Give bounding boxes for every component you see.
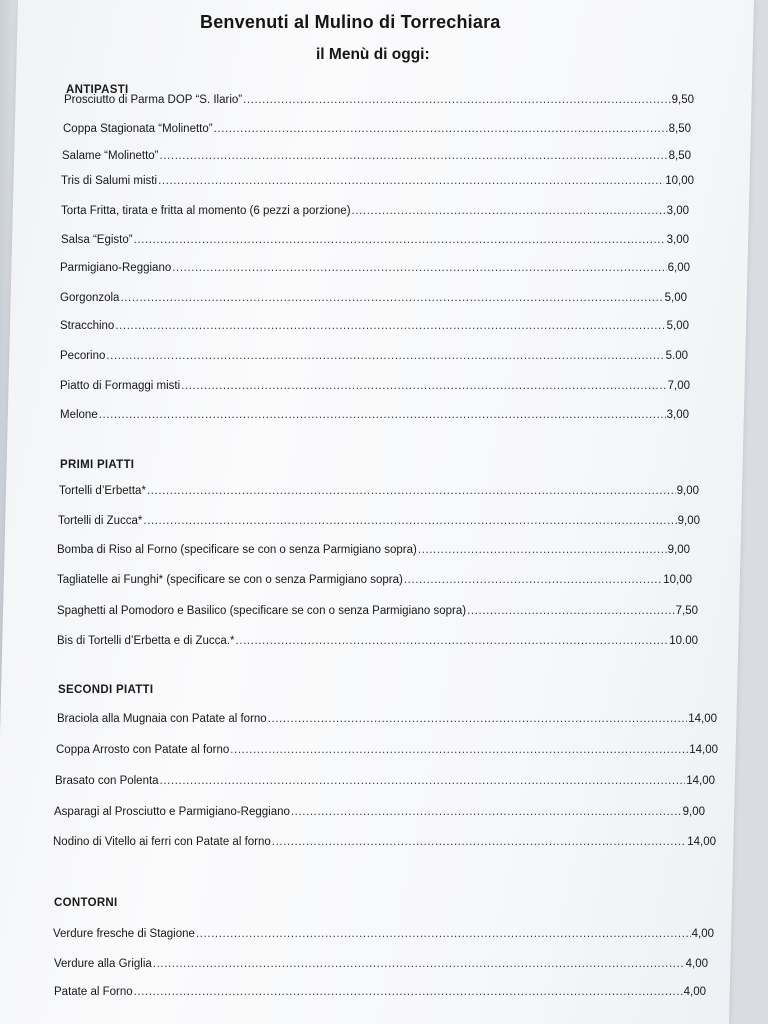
menu-item [57, 605, 698, 621]
item-name: Stracchino [60, 320, 115, 332]
menu-item [53, 836, 716, 852]
item-name: Verdure alla Griglia [54, 958, 152, 970]
menu-item [57, 713, 717, 729]
menu-item [60, 380, 690, 396]
item-price: 9,00 [677, 515, 700, 527]
item-name: Piatto di Formaggi misti [60, 380, 181, 392]
item-name: Prosciutto di Parma DOP “S. Ilario” [64, 94, 243, 106]
leader-dots [272, 836, 686, 848]
leader-dots [134, 986, 683, 998]
item-name: Tortelli di Zucca* [58, 515, 143, 527]
leader-dots [352, 205, 666, 217]
section-heading-secondi-piatti: SECONDI PIATTI [58, 684, 154, 696]
menu-item [61, 175, 694, 191]
item-name: Salsa “Egisto” [61, 234, 133, 246]
item-price: 9,00 [682, 806, 705, 818]
item-price: 9,50 [671, 94, 694, 106]
leader-dots [404, 574, 662, 586]
item-name: Tagliatelle ai Funghi* (specificare se con o senza Parmigiano sopra) [57, 574, 403, 586]
item-price: 4,00 [691, 928, 714, 940]
menu-item [60, 262, 690, 278]
item-name: Salame “Molinetto” [62, 150, 159, 162]
leader-dots [196, 928, 691, 940]
menu-item [55, 775, 715, 791]
menu-item [54, 986, 706, 1002]
leader-dots [243, 94, 671, 106]
item-name: Gorgonzola [60, 292, 120, 304]
leader-dots [158, 175, 664, 187]
menu-item [54, 806, 705, 822]
item-price: 7,50 [675, 605, 698, 617]
item-price: 6,00 [667, 262, 690, 274]
item-price: 9,00 [676, 485, 699, 497]
section-heading-contorni: CONTORNI [54, 897, 118, 909]
item-price: 4,00 [685, 958, 708, 970]
menu-subtitle: il Menù di oggi: [316, 46, 430, 63]
item-name: Coppa Arrosto con Patate al forno [56, 744, 230, 756]
leader-dots [230, 744, 688, 756]
item-price: 3,00 [666, 234, 689, 246]
menu-item [62, 150, 691, 166]
item-price: 14,00 [687, 836, 716, 848]
item-price: 10.00 [669, 635, 698, 647]
menu-item [60, 320, 689, 336]
item-name: Nodino di Vitello ai ferri con Patate al forno [53, 836, 271, 848]
item-name: Melone [60, 409, 98, 421]
leader-dots [160, 150, 668, 162]
item-name: Coppa Stagionata “Molinetto” [63, 123, 213, 135]
menu-item [53, 928, 714, 944]
menu-item [61, 205, 689, 221]
menu-item [61, 234, 689, 250]
menu-item [57, 635, 698, 651]
leader-dots [291, 806, 682, 818]
leader-dots [214, 123, 668, 135]
item-price: 14,00 [686, 775, 715, 787]
item-name: Bomba di Riso al Forno (specificare se con o senza Parmigiano sopra) [57, 544, 417, 556]
item-price: 9,00 [667, 544, 690, 556]
menu-item [60, 292, 687, 308]
section-heading-antipasti: ANTIPASTI [66, 84, 129, 96]
item-name: Parmigiano-Reggiano [60, 262, 172, 274]
section-heading-primi-piatti: PRIMI PIATTI [60, 459, 135, 471]
menu-item [60, 409, 689, 425]
menu-item [59, 485, 699, 501]
menu-item [56, 744, 718, 760]
item-price: 5.00 [665, 350, 688, 362]
item-price: 10,00 [665, 175, 694, 187]
leader-dots [467, 605, 675, 617]
leader-dots [115, 320, 665, 332]
leader-dots [120, 292, 663, 304]
item-name: Pecorino [60, 350, 106, 362]
menu-item [60, 350, 688, 366]
item-name: Torta Fritta, tirata e fritta al momento (6 pezzi a porzione) [61, 205, 351, 217]
item-price: 5,00 [664, 292, 687, 304]
item-price: 7,00 [667, 380, 690, 392]
item-name: Bis di Tortelli d’Erbetta e di Zucca.* [57, 635, 235, 647]
item-price: 8,50 [668, 150, 691, 162]
item-name: Tris di Salumi misti [61, 175, 158, 187]
item-price: 5,00 [666, 320, 689, 332]
item-name: Brasato con Polenta [55, 775, 159, 787]
item-name: Braciola alla Mugnaia con Patate al forno [57, 713, 267, 725]
leader-dots [106, 350, 664, 362]
leader-dots [99, 409, 666, 421]
leader-dots [268, 713, 688, 725]
item-price: 3,00 [666, 205, 689, 217]
menu-item [58, 515, 700, 531]
menu-item [63, 123, 691, 139]
item-price: 8,50 [668, 123, 691, 135]
leader-dots [143, 515, 676, 527]
leader-dots [153, 958, 685, 970]
item-name: Spaghetti al Pomodoro e Basilico (specificare se con o senza Parmigiano sopra) [57, 605, 467, 617]
leader-dots [235, 635, 668, 647]
item-price: 4,00 [683, 986, 706, 998]
leader-dots [172, 262, 666, 274]
item-name: Patate al Forno [54, 986, 133, 998]
leader-dots [160, 775, 686, 787]
leader-dots [181, 380, 666, 392]
item-price: 3,00 [666, 409, 689, 421]
item-price: 14,00 [688, 713, 717, 725]
menu-item [57, 544, 690, 560]
leader-dots [418, 544, 667, 556]
menu-title: Benvenuti al Mulino di Torrechiara [200, 12, 501, 32]
item-name: Asparagi al Prosciutto e Parmigiano-Reggiano [54, 806, 290, 818]
menu-item [57, 574, 692, 590]
menu-item [54, 958, 708, 974]
leader-dots [134, 234, 666, 246]
leader-dots [147, 485, 676, 497]
menu-item [64, 94, 694, 110]
item-name: Verdure fresche di Stagione [53, 928, 195, 940]
item-name: Tortelli d’Erbetta* [59, 485, 146, 497]
item-price: 10,00 [663, 574, 692, 586]
item-price: 14,00 [689, 744, 718, 756]
